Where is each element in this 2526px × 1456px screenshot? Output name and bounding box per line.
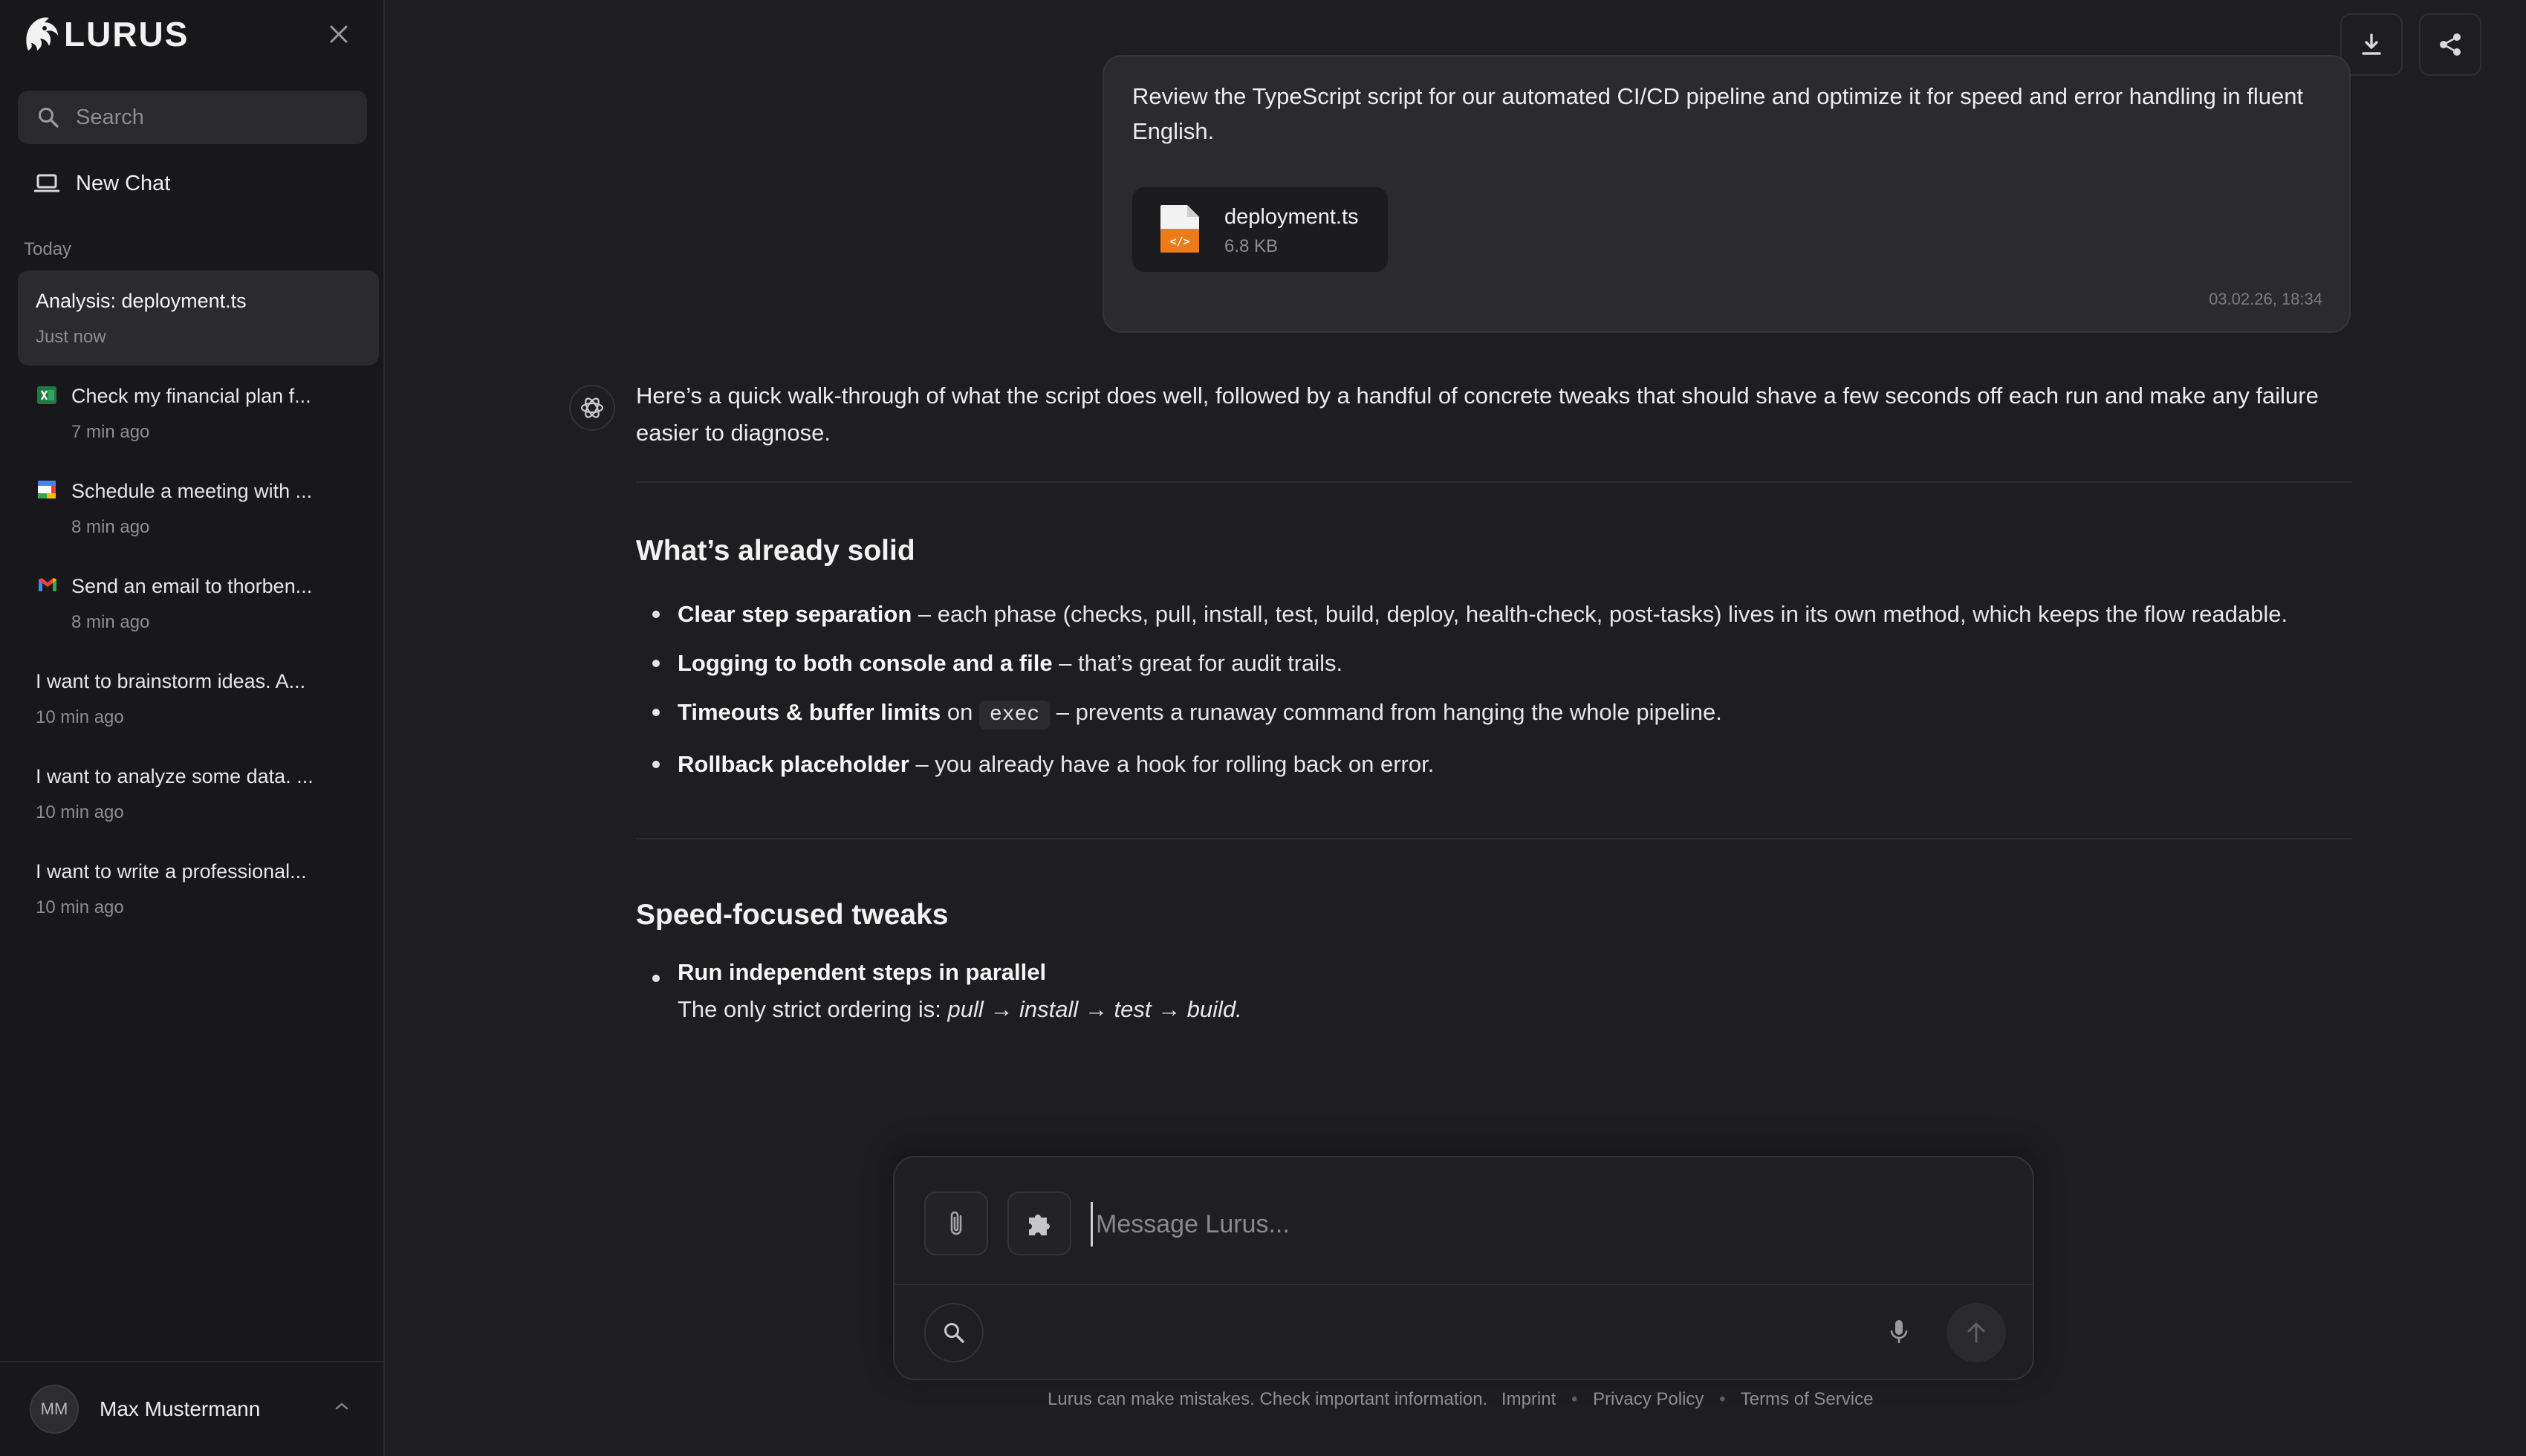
message-input[interactable] [1091,1202,1982,1247]
chat-item-title: I want to analyze some data. ... [36,765,314,787]
file-name: deployment.ts [1224,205,1359,229]
file-size: 6.8 KB [1224,236,1279,256]
footer [1048,1389,1873,1410]
chat-item-time: 7 min ago [71,422,150,442]
list-item-detail [636,991,2352,1028]
chat-item[interactable] [18,365,379,461]
section-label-today: Today [24,239,72,259]
gmail-icon [37,576,58,593]
share-button[interactable] [2419,13,2481,76]
list-item [636,639,2352,688]
footer-link-imprint[interactable]: Imprint [1501,1389,1556,1409]
list-item-italic: pull → install → test → build. [947,996,1242,1022]
list-item-bold: Clear step separation [678,601,912,627]
search-icon [942,1321,966,1345]
footer-separator: • [1571,1389,1578,1409]
calendar-icon [37,480,56,499]
list-item-bold: Run independent steps in parallel [678,959,1047,985]
new-chat-label: New Chat [76,171,171,195]
search-icon [37,106,59,129]
solid-points-list [636,590,2352,789]
chat-item-title: Analysis: deployment.ts [36,290,247,312]
laptop-icon [34,174,59,193]
send-button[interactable] [1947,1303,2006,1362]
list-item-bold: Rollback placeholder [678,751,909,777]
download-icon [2360,33,2383,56]
list-item [636,954,2352,991]
lurus-logo-icon [22,13,61,55]
composer-divider [895,1284,2033,1285]
paperclip-icon [947,1209,966,1238]
brand-logo[interactable] [22,12,189,56]
new-chat-button[interactable] [34,165,170,202]
chat-item[interactable] [18,461,379,556]
message-composer [893,1156,2034,1380]
assistant-answer [636,377,2352,1028]
chat-item-title: I want to brainstorm ideas. A... [36,670,306,692]
microphone-icon [1889,1319,1909,1347]
message-timestamp: 03.02.26, 18:34 [2209,290,2322,308]
assistant-avatar [569,385,615,431]
answer-intro: Here’s a quick walk-through of what the script does well, followed by a handful of concrete tweaks that should shave a few seconds off each run and make any failure easier to diagnose. [636,383,2319,446]
voice-input-button[interactable] [1869,1303,1929,1362]
list-item-text: – prevents a runaway command from hanging the whole pipeline. [1050,699,1722,725]
share-icon [2438,32,2463,57]
user-menu-button[interactable] [0,1361,385,1456]
footer-link-terms[interactable]: Terms of Service [1740,1389,1874,1409]
web-search-button[interactable] [924,1303,984,1362]
user-message-bubble [1103,55,2351,333]
list-item-text: – that’s great for audit trails. [1052,650,1343,676]
footer-separator: • [1719,1389,1726,1409]
excel-icon [37,386,56,404]
chat-history-list [18,270,379,936]
list-item-bold: Timeouts & buffer limits [678,699,941,725]
chat-item-time: 8 min ago [71,517,150,537]
chat-item-time: 8 min ago [71,612,150,632]
inline-code: exec [979,701,1050,729]
puzzle-icon [1025,1209,1054,1238]
sidebar-search[interactable] [18,91,367,144]
avatar: MM [30,1385,79,1434]
divider [636,838,2352,839]
chat-item-title: Check my financial plan f... [71,385,311,407]
arrow-up-icon [1965,1321,1987,1345]
user-message-text: Review the TypeScript script for our automated CI/CD pipeline and optimize it for speed and error handling in fluent English. [1132,83,2304,144]
plugins-button[interactable] [1007,1192,1071,1255]
chat-item-title: I want to write a professional... [36,860,307,883]
list-item [636,688,2352,740]
chat-item-title: Schedule a meeting with ... [71,480,313,502]
chat-item[interactable] [18,841,379,936]
chat-item[interactable] [18,651,379,746]
attach-button[interactable] [924,1192,988,1255]
download-button[interactable] [2340,13,2403,76]
list-item-text: – you already have a hook for rolling back on error. [909,751,1435,777]
list-item [636,590,2352,639]
chat-item-title: Send an email to thorben... [71,575,313,597]
chat-item-time: 10 min ago [36,707,124,727]
user-name: Max Mustermann [100,1397,261,1420]
divider [636,481,2352,483]
list-item-text: The only strict ordering is: [678,996,948,1022]
chat-item-time: 10 min ago [36,802,124,822]
close-icon [329,25,348,44]
list-item [636,740,2352,789]
section-heading: Speed-focused tweaks [636,899,949,931]
svg-text:</>: </> [1169,235,1190,248]
assistant-icon [579,394,605,421]
typescript-file-icon [1159,204,1201,254]
chat-item-time: 10 min ago [36,897,124,917]
section-heading: What’s already solid [636,535,915,567]
chat-item[interactable] [18,746,379,841]
list-item-bold: Logging to both console and a file [678,650,1053,676]
footer-disclaimer: Lurus can make mistakes. Check important information. [1048,1389,1488,1409]
search-input[interactable] [76,105,343,130]
chevron-up-icon [333,1400,351,1413]
list-item-text: – each phase (checks, pull, install, test, build, deploy, health-check, post-tasks) lives in its own method, which keeps the flow readable. [912,601,2288,627]
chat-item-active[interactable] [18,270,379,365]
sidebar [0,0,385,1456]
brand-name: LURUS [64,15,189,53]
speed-points-list [636,954,2352,991]
chat-item[interactable] [18,556,379,651]
chat-item-time: Just now [36,327,106,347]
footer-link-privacy[interactable]: Privacy Policy [1593,1389,1704,1409]
close-sidebar-button[interactable] [324,19,354,49]
file-attachment[interactable] [1132,187,1388,272]
list-item-text: on [941,699,979,725]
